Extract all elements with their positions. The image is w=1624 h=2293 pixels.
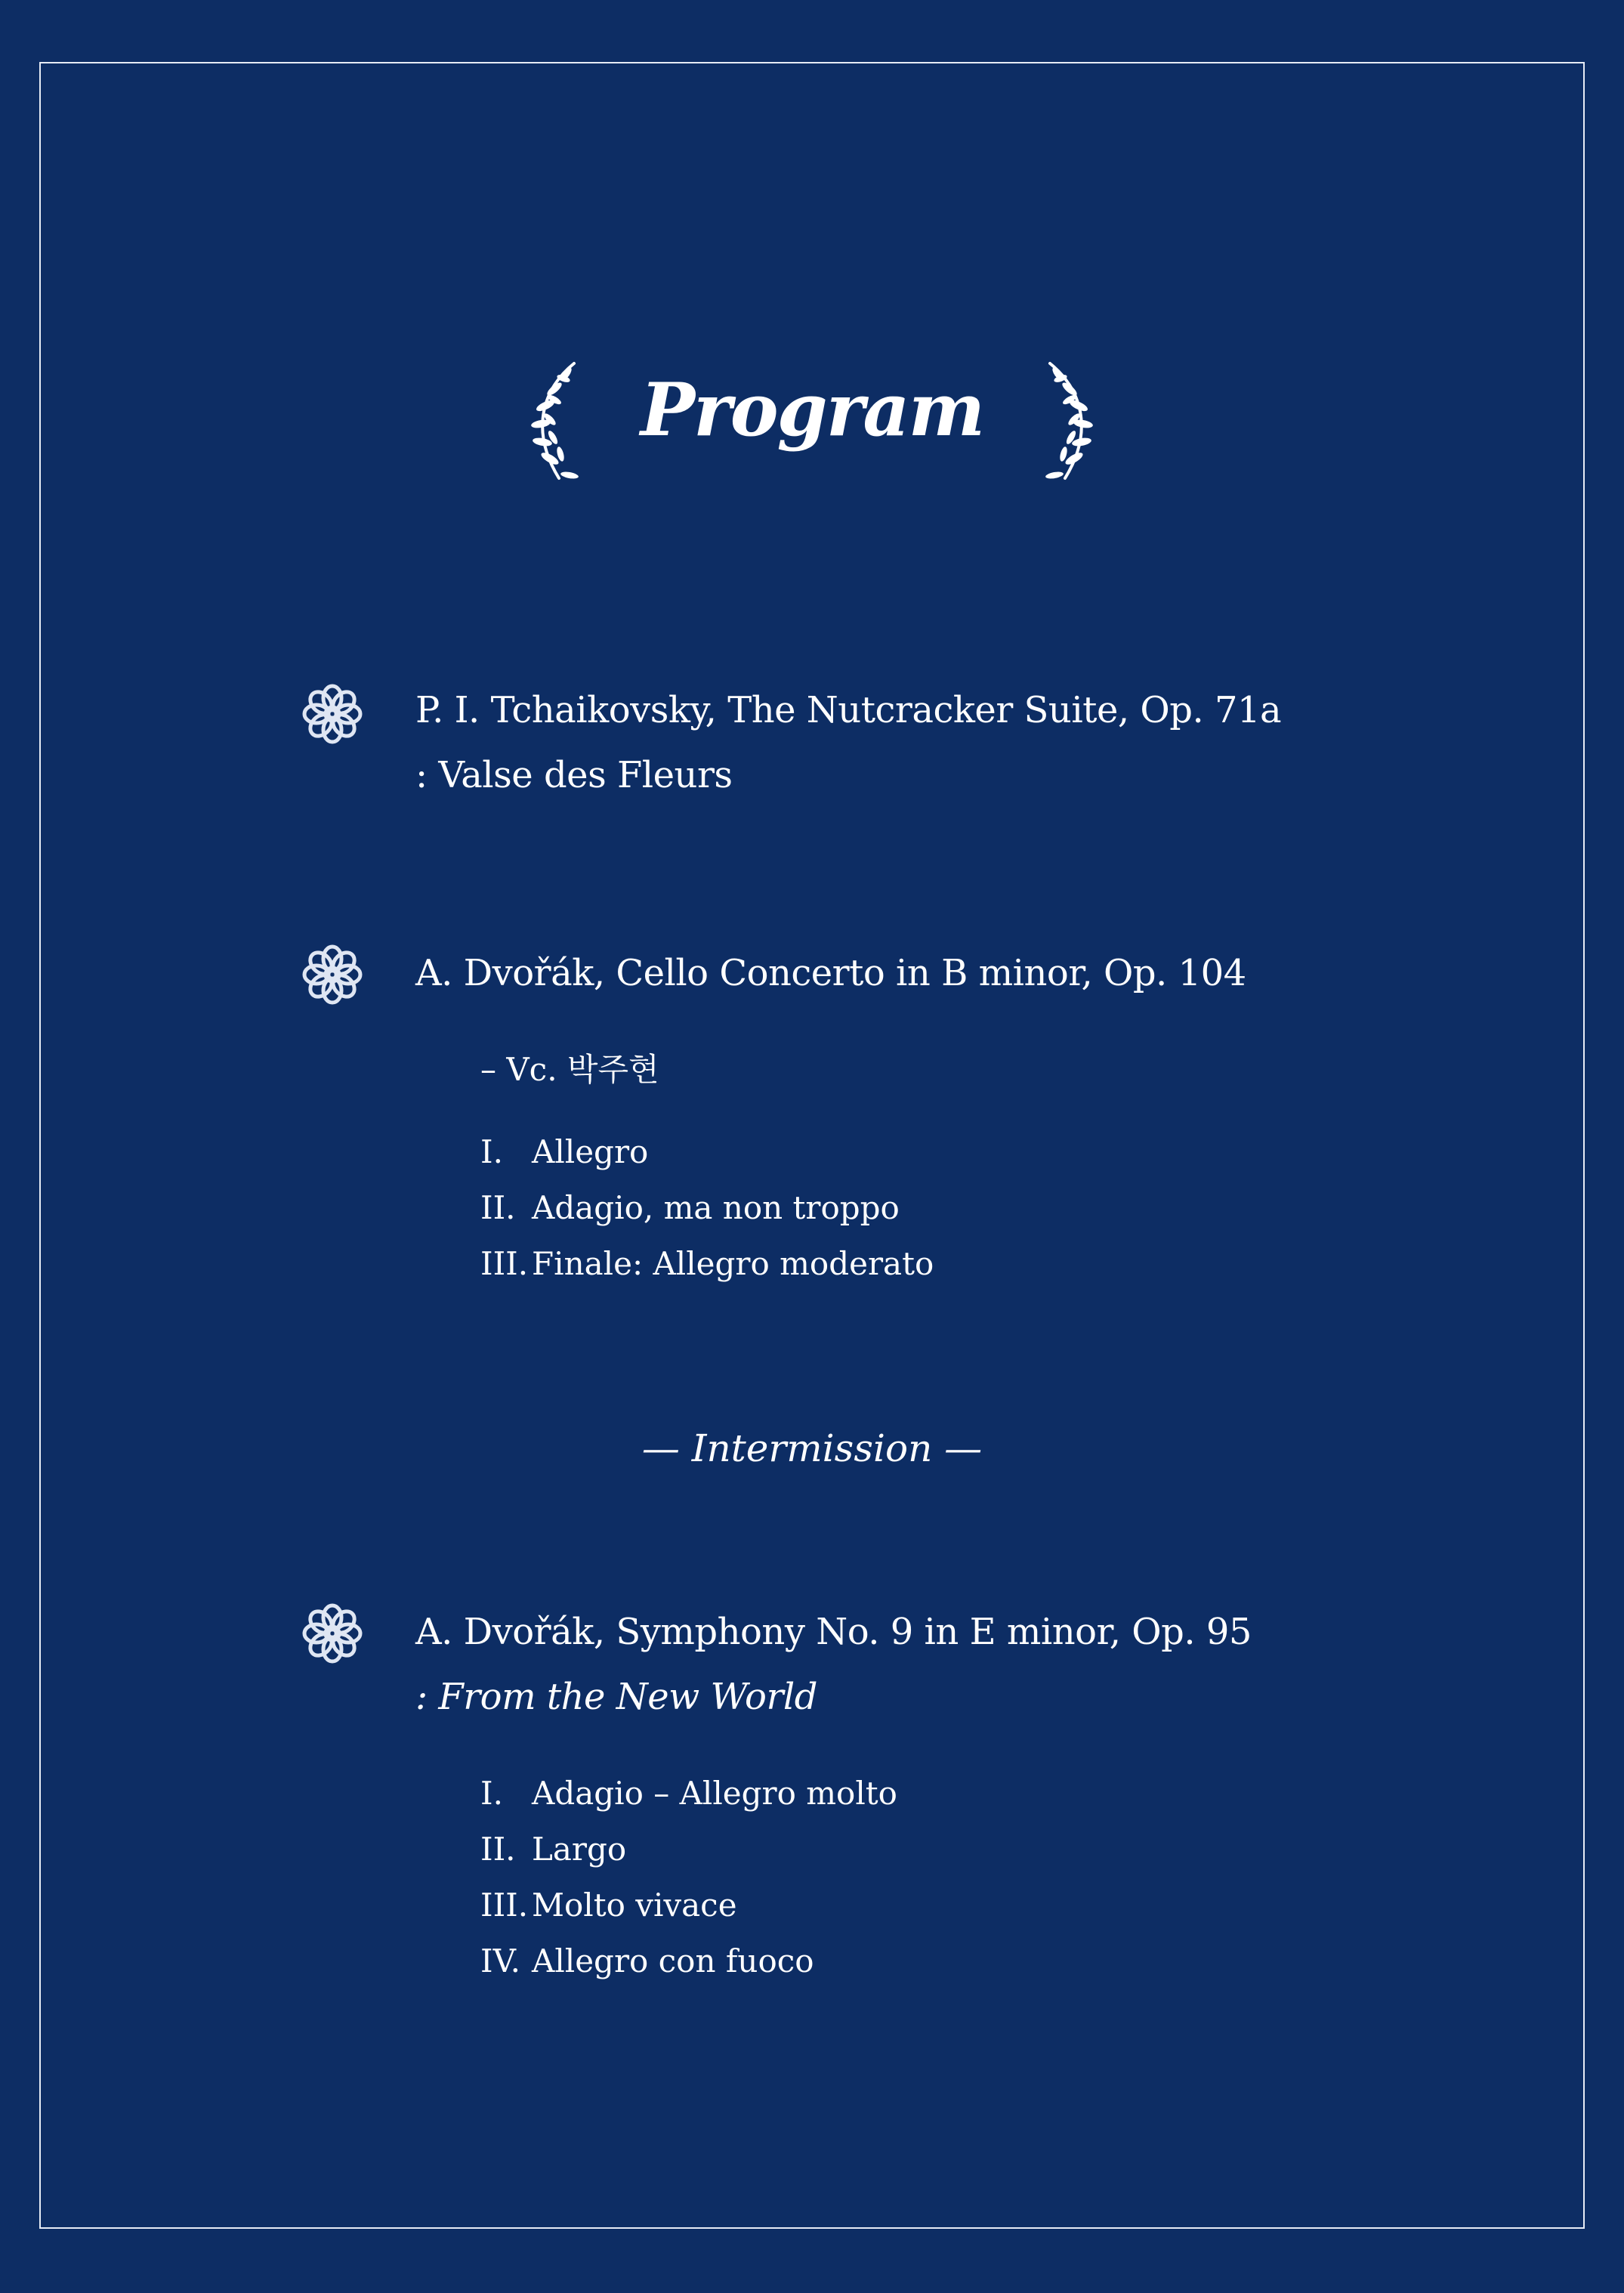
movement-name: Finale: Allegro moderato (532, 1245, 934, 1282)
piece-subtitle: : From the New World (415, 1676, 817, 1718)
movement (480, 1828, 626, 1871)
movement-number: I. (480, 1133, 503, 1170)
movement (480, 1772, 897, 1815)
piece-title: A. Dvořák, Symphony No. 9 in E minor, Op. 95 (415, 1611, 1252, 1653)
movement-name: Largo (532, 1831, 627, 1868)
movement (480, 1243, 934, 1285)
piece-title: A. Dvořák, Cello Concerto in B minor, Op. 104 (415, 952, 1246, 994)
movement-number: III. (480, 1887, 529, 1924)
soloist: – Vc. 박주현 (480, 1051, 659, 1088)
movement-name: Adagio – Allegro molto (532, 1775, 897, 1812)
title-section (0, 344, 1624, 487)
movement-number: II. (480, 1189, 516, 1226)
movement-number: IV. (480, 1942, 520, 1979)
piece-title: P. I. Tchaikovsky, The Nutcracker Suite, Op. 71a (415, 689, 1282, 731)
movement (480, 1187, 900, 1229)
page-title: Program (640, 367, 984, 453)
movement-name: Allegro (532, 1133, 649, 1170)
movement-number: I. (480, 1775, 503, 1812)
movement-name: Allegro con fuoco (532, 1942, 814, 1979)
movement (480, 1940, 814, 1982)
flower-icon (298, 941, 366, 1009)
movement-number: III. (480, 1245, 529, 1282)
flower-icon (298, 1599, 366, 1667)
movement-name: Molto vivace (532, 1887, 737, 1924)
intermission: — Intermission — (641, 1426, 983, 1470)
flower-icon (298, 680, 366, 748)
movement (480, 1884, 737, 1927)
movement-number: II. (480, 1831, 516, 1868)
movement-name: Adagio, ma non troppo (532, 1189, 900, 1226)
laurel-right-icon (1042, 357, 1103, 486)
movement (480, 1131, 648, 1173)
piece-subtitle: : Valse des Fleurs (415, 754, 733, 796)
